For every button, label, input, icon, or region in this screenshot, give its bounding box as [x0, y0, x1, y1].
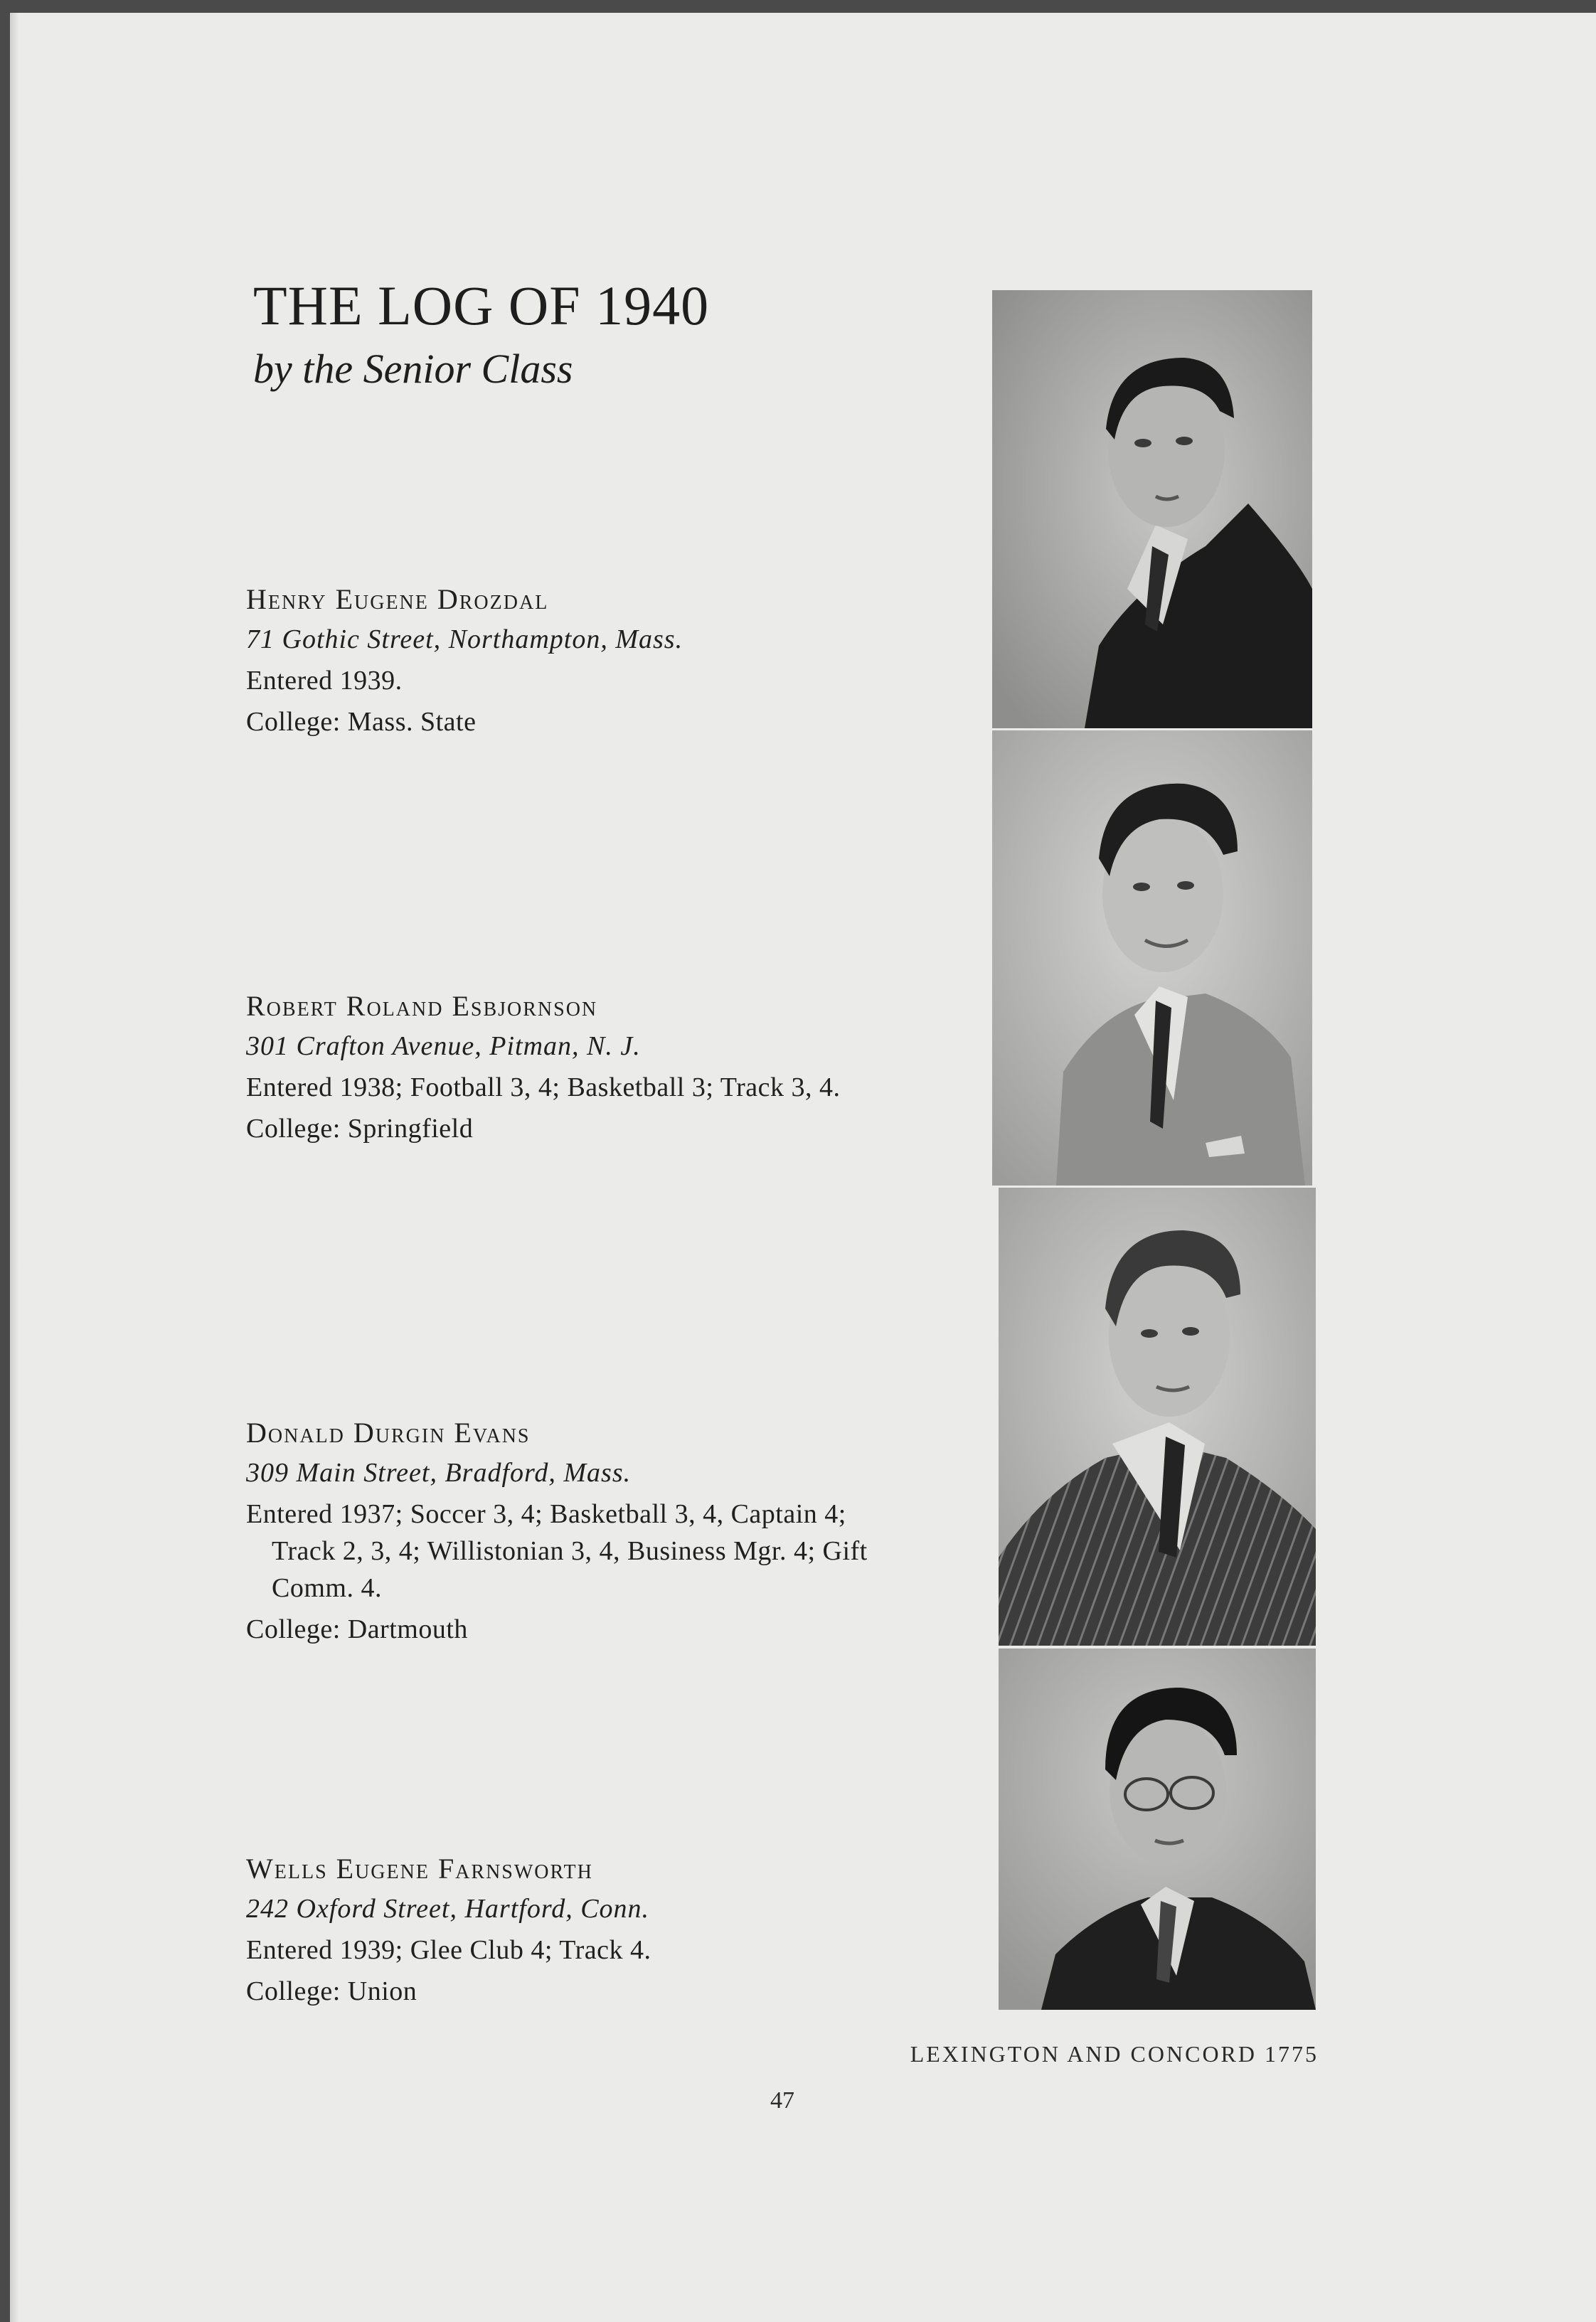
senior-entry: [246, 1413, 900, 1649]
student-name: Robert Roland Esbjornson: [246, 990, 598, 1022]
student-college: College: Dartmouth: [246, 1614, 468, 1644]
senior-entry: [246, 986, 900, 1149]
photo-caption: LEXINGTON AND CONCORD 1775: [910, 2041, 1319, 2067]
senior-entry: [246, 1849, 900, 2011]
page-number: 47: [770, 2087, 794, 2114]
page-subtitle: by the Senior Class: [253, 346, 573, 392]
student-address: 71 Gothic Street, Northampton, Mass.: [246, 624, 683, 654]
senior-entry: [246, 580, 900, 742]
student-college: College: Union: [246, 1976, 417, 2006]
student-activities: Entered 1939; Glee Club 4; Track 4.: [246, 1935, 651, 1965]
student-name: Henry Eugene Drozdal: [246, 583, 549, 615]
student-college: College: Mass. State: [246, 707, 477, 737]
student-activities: Entered 1937; Soccer 3, 4; Basketball 3, 4, Captain 4; Track 2, 3, 4; Willistonian 3, 4, Business Mgr. 4; Gift Comm. 4.: [246, 1499, 868, 1603]
student-address: 242 Oxford Street, Hartford, Conn.: [246, 1894, 650, 1924]
student-address: 301 Crafton Avenue, Pitman, N. J.: [246, 1031, 641, 1061]
student-name: Wells Eugene Farnsworth: [246, 1853, 593, 1885]
page-spine-shadow: [10, 13, 18, 2322]
student-address: 309 Main Street, Bradford, Mass.: [246, 1458, 632, 1488]
portrait-photo-evans: [999, 1188, 1316, 1646]
portrait-photo-drozdal: [992, 290, 1312, 728]
portrait-photo-farnsworth: [999, 1649, 1316, 2010]
student-activities: Entered 1938; Football 3, 4; Basketball 3; Track 3, 4.: [246, 1072, 841, 1102]
student-activities: Entered 1939.: [246, 666, 403, 696]
student-name: Donald Durgin Evans: [246, 1417, 531, 1449]
page-title: THE LOG OF 1940: [253, 275, 710, 336]
student-college: College: Springfield: [246, 1114, 474, 1144]
portrait-photo-esbjornson: [992, 730, 1312, 1186]
